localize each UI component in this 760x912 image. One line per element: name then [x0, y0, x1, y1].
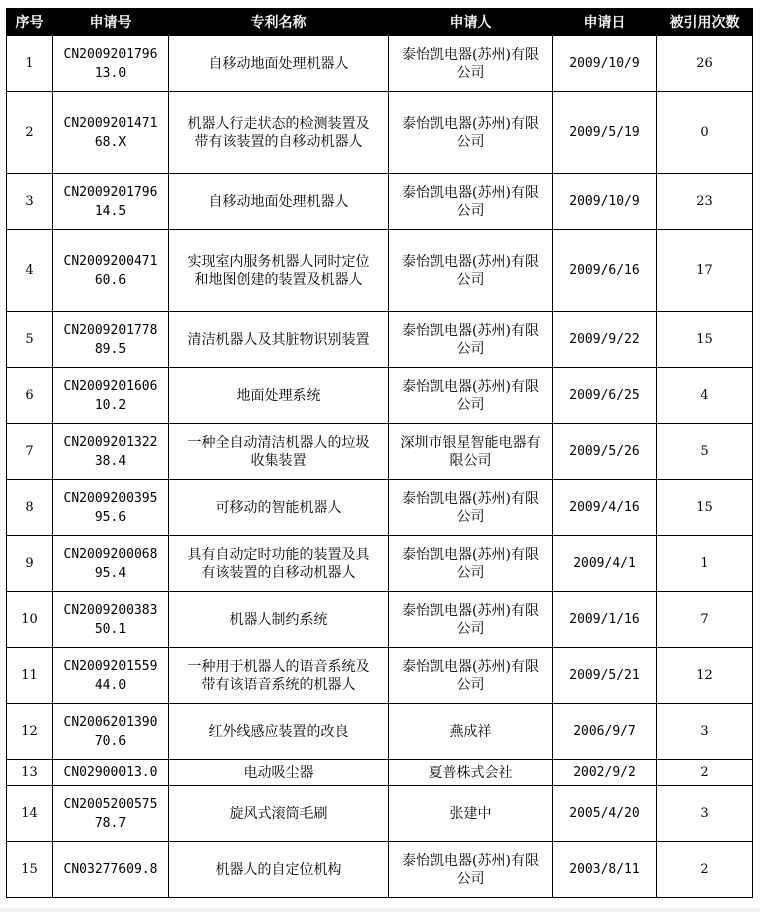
cell-applicant-cell — [389, 424, 553, 480]
cell-citation-count: 17 — [657, 230, 753, 312]
cell-applicant-cell — [389, 92, 553, 174]
cell-applicant: 泰怡凯电器(苏州)有限公司 — [402, 546, 539, 581]
cell-patent-name: 红外线感应装置的改良 — [208, 723, 349, 740]
cell-application-number: CN200920047160.6 — [63, 253, 158, 288]
patent-table — [6, 8, 753, 898]
header-application-date: 申请日 — [553, 9, 657, 36]
cell-patent-name-cell — [169, 536, 389, 592]
cell-applicant: 夏普株式会社 — [428, 764, 513, 781]
cell-serial: 12 — [7, 704, 53, 760]
cell-patent-name: 具有自动定时功能的装置及具有该装置的自移动机器人 — [187, 546, 370, 581]
cell-patent-name-cell — [169, 36, 389, 92]
cell-applicant: 燕成祥 — [449, 723, 492, 740]
cell-applicant-cell — [389, 230, 553, 312]
table-row — [7, 368, 753, 424]
cell-applicant-cell — [389, 480, 553, 536]
cell-patent-name: 自移动地面处理机器人 — [208, 55, 349, 72]
cell-application-number-cell — [53, 36, 169, 92]
table-row — [7, 760, 753, 786]
cell-application-number: CN200920179613.0 — [63, 46, 158, 81]
table-header — [7, 9, 753, 36]
cell-application-number: CN200920006895.4 — [63, 546, 158, 581]
cell-citation-count: 0 — [657, 92, 753, 174]
cell-application-date: 2009/10/9 — [553, 174, 657, 230]
cell-patent-name: 一种全自动清洁机器人的垃圾收集装置 — [187, 434, 370, 469]
cell-application-date: 2009/6/25 — [553, 368, 657, 424]
cell-serial: 4 — [7, 230, 53, 312]
bottom-edge — [0, 908, 760, 912]
cell-patent-name-cell — [169, 92, 389, 174]
table-row — [7, 704, 753, 760]
cell-patent-name-cell — [169, 760, 389, 786]
cell-applicant: 泰怡凯电器(苏州)有限公司 — [402, 322, 539, 357]
cell-applicant: 泰怡凯电器(苏州)有限公司 — [402, 378, 539, 413]
cell-application-number: CN200920155944.0 — [63, 658, 158, 693]
cell-application-number: CN200920038350.1 — [63, 602, 158, 637]
cell-application-date: 2009/6/16 — [553, 230, 657, 312]
cell-patent-name: 电动吸尘器 — [243, 764, 314, 781]
cell-applicant-cell — [389, 536, 553, 592]
cell-patent-name-cell — [169, 704, 389, 760]
cell-patent-name: 可移动的智能机器人 — [215, 499, 342, 516]
cell-application-date: 2006/9/7 — [553, 704, 657, 760]
cell-citation-count: 23 — [657, 174, 753, 230]
cell-applicant: 泰怡凯电器(苏州)有限公司 — [402, 184, 539, 219]
cell-patent-name: 实现室内服务机器人同时定位和地图创建的装置及机器人 — [187, 253, 370, 288]
cell-patent-name-cell — [169, 592, 389, 648]
patent-table-container — [6, 8, 752, 898]
cell-applicant-cell — [389, 760, 553, 786]
cell-applicant-cell — [389, 36, 553, 92]
cell-applicant-cell — [389, 592, 553, 648]
cell-citation-count: 15 — [657, 480, 753, 536]
cell-citation-count: 2 — [657, 760, 753, 786]
cell-applicant-cell — [389, 842, 553, 898]
cell-application-number-cell — [53, 174, 169, 230]
cell-citation-count: 12 — [657, 648, 753, 704]
cell-applicant-cell — [389, 704, 553, 760]
cell-patent-name: 机器人行走状态的检测装置及带有该装置的自移动机器人 — [187, 115, 370, 150]
cell-application-number: CN200920132238.4 — [63, 434, 158, 469]
cell-applicant: 泰怡凯电器(苏州)有限公司 — [402, 852, 539, 887]
table-row — [7, 92, 753, 174]
cell-citation-count: 3 — [657, 786, 753, 842]
cell-patent-name: 机器人的自定位机构 — [215, 861, 342, 878]
cell-application-date: 2009/5/26 — [553, 424, 657, 480]
cell-applicant-cell — [389, 312, 553, 368]
table-row — [7, 36, 753, 92]
cell-citation-count: 5 — [657, 424, 753, 480]
cell-patent-name-cell — [169, 786, 389, 842]
cell-applicant: 张建中 — [449, 805, 492, 822]
cell-application-number-cell — [53, 536, 169, 592]
table-row — [7, 786, 753, 842]
cell-patent-name: 机器人制约系统 — [229, 611, 328, 628]
cell-applicant: 泰怡凯电器(苏州)有限公司 — [402, 658, 539, 693]
cell-patent-name-cell — [169, 368, 389, 424]
cell-application-number-cell — [53, 92, 169, 174]
header-citation-count: 被引用次数 — [657, 9, 753, 36]
cell-patent-name-cell — [169, 230, 389, 312]
cell-applicant: 泰怡凯电器(苏州)有限公司 — [402, 46, 539, 81]
cell-application-number: CN200920039595.6 — [63, 490, 158, 525]
cell-serial: 2 — [7, 92, 53, 174]
cell-citation-count: 3 — [657, 704, 753, 760]
cell-application-date: 2009/9/22 — [553, 312, 657, 368]
cell-application-number-cell — [53, 648, 169, 704]
table-row — [7, 174, 753, 230]
cell-patent-name-cell — [169, 174, 389, 230]
cell-serial: 9 — [7, 536, 53, 592]
cell-application-number-cell — [53, 760, 169, 786]
cell-applicant: 泰怡凯电器(苏州)有限公司 — [402, 490, 539, 525]
cell-applicant: 泰怡凯电器(苏州)有限公司 — [402, 602, 539, 637]
header-applicant: 申请人 — [389, 9, 553, 36]
cell-application-number: CN200920160610.2 — [63, 378, 158, 413]
cell-application-number: CN200920179614.5 — [63, 184, 158, 219]
cell-application-number-cell — [53, 368, 169, 424]
table-row — [7, 480, 753, 536]
cell-application-number-cell — [53, 786, 169, 842]
cell-application-number-cell — [53, 312, 169, 368]
cell-application-number-cell — [53, 842, 169, 898]
cell-patent-name: 地面处理系统 — [236, 387, 321, 404]
cell-serial: 6 — [7, 368, 53, 424]
cell-application-date: 2005/4/20 — [553, 786, 657, 842]
header-serial: 序号 — [7, 9, 53, 36]
table-row — [7, 648, 753, 704]
cell-applicant: 泰怡凯电器(苏州)有限公司 — [402, 115, 539, 150]
cell-application-date: 2003/8/11 — [553, 842, 657, 898]
cell-patent-name: 自移动地面处理机器人 — [208, 193, 349, 210]
cell-patent-name-cell — [169, 842, 389, 898]
cell-application-date: 2009/5/21 — [553, 648, 657, 704]
cell-citation-count: 15 — [657, 312, 753, 368]
cell-application-number-cell — [53, 424, 169, 480]
cell-applicant-cell — [389, 174, 553, 230]
cell-patent-name-cell — [169, 480, 389, 536]
table-row — [7, 592, 753, 648]
cell-application-date: 2009/10/9 — [553, 36, 657, 92]
cell-application-number: CN03277609.8 — [63, 862, 158, 877]
cell-application-number: CN200920147168.X — [63, 115, 158, 150]
cell-applicant-cell — [389, 786, 553, 842]
cell-application-date: 2009/4/16 — [553, 480, 657, 536]
cell-application-number-cell — [53, 480, 169, 536]
cell-application-number: CN200520057578.7 — [63, 796, 158, 831]
cell-application-date: 2009/1/16 — [553, 592, 657, 648]
cell-applicant: 深圳市银星智能电器有限公司 — [400, 434, 541, 469]
cell-patent-name: 旋风式滚筒毛刷 — [229, 805, 328, 822]
cell-serial: 3 — [7, 174, 53, 230]
cell-citation-count: 2 — [657, 842, 753, 898]
cell-serial: 14 — [7, 786, 53, 842]
cell-serial: 15 — [7, 842, 53, 898]
header-row — [7, 9, 753, 36]
header-patent-name: 专利名称 — [169, 9, 389, 36]
cell-citation-count: 4 — [657, 368, 753, 424]
cell-application-date: 2002/9/2 — [553, 760, 657, 786]
cell-application-number: CN200920177889.5 — [63, 322, 158, 357]
cell-serial: 1 — [7, 36, 53, 92]
table-row — [7, 230, 753, 312]
cell-applicant-cell — [389, 368, 553, 424]
cell-application-number: CN200620139070.6 — [63, 714, 158, 749]
cell-patent-name: 一种用于机器人的语音系统及带有该语音系统的机器人 — [187, 658, 370, 693]
table-row — [7, 424, 753, 480]
cell-patent-name-cell — [169, 312, 389, 368]
cell-patent-name: 清洁机器人及其脏物识别装置 — [187, 331, 370, 348]
cell-patent-name-cell — [169, 424, 389, 480]
cell-citation-count: 7 — [657, 592, 753, 648]
cell-application-number-cell — [53, 230, 169, 312]
header-application-number: 申请号 — [53, 9, 169, 36]
cell-applicant: 泰怡凯电器(苏州)有限公司 — [402, 253, 539, 288]
cell-serial: 11 — [7, 648, 53, 704]
cell-application-number-cell — [53, 704, 169, 760]
table-body — [7, 36, 753, 898]
table-row — [7, 536, 753, 592]
cell-serial: 13 — [7, 760, 53, 786]
table-row — [7, 842, 753, 898]
cell-application-date: 2009/4/1 — [553, 536, 657, 592]
cell-application-number: CN02900013.0 — [63, 765, 158, 780]
cell-citation-count: 26 — [657, 36, 753, 92]
cell-serial: 8 — [7, 480, 53, 536]
cell-application-number-cell — [53, 592, 169, 648]
cell-serial: 10 — [7, 592, 53, 648]
cell-patent-name-cell — [169, 648, 389, 704]
cell-serial: 5 — [7, 312, 53, 368]
table-row — [7, 312, 753, 368]
cell-applicant-cell — [389, 648, 553, 704]
cell-citation-count: 1 — [657, 536, 753, 592]
cell-serial: 7 — [7, 424, 53, 480]
cell-application-date: 2009/5/19 — [553, 92, 657, 174]
